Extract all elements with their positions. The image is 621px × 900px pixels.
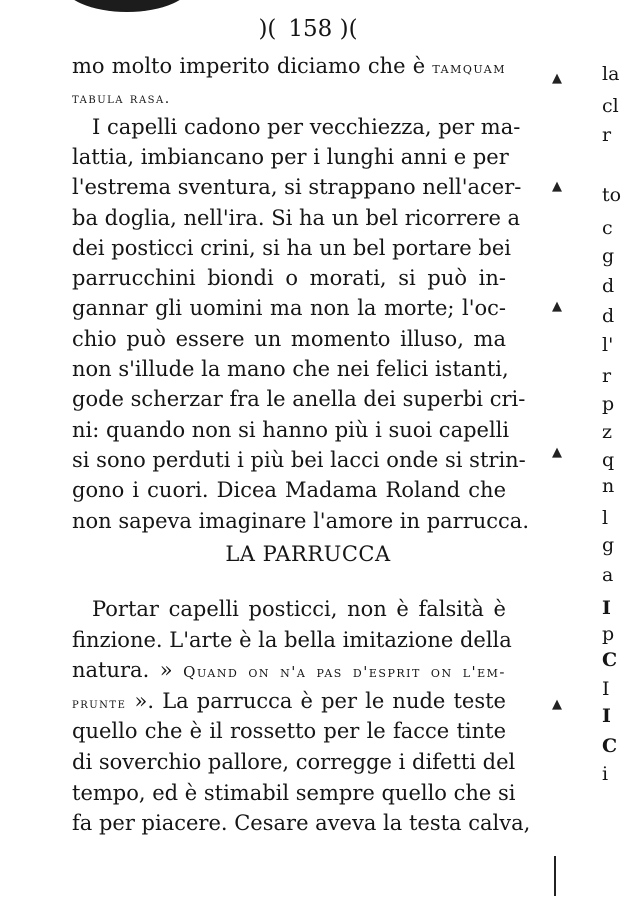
- text-line: tempo, ed è stimabil sempre quello che si: [72, 780, 516, 805]
- facing-page-fragment: p: [602, 393, 615, 415]
- facing-page-fragment: cl: [602, 95, 619, 117]
- facing-page-fragment: r: [602, 365, 612, 387]
- margin-mark: ▲: [552, 71, 562, 86]
- text-run: ». La parrucca è per le nude teste: [126, 688, 506, 713]
- text-line: [72, 52, 506, 81]
- text-line: I capelli cadono per vecchiezza, per ma-: [92, 114, 521, 139]
- small-caps-text: tamquam: [432, 59, 506, 77]
- facing-page-fragment: c: [602, 217, 613, 239]
- text-line: non sapeva imaginare l'amore in parrucca.: [72, 508, 529, 533]
- facing-page-edge: [552, 0, 621, 900]
- margin-mark: ▲: [552, 697, 562, 712]
- text-line: l'estrema sventura, si strappano nell'acer-: [72, 175, 522, 200]
- margin-mark: ▲: [552, 179, 562, 194]
- text-run: mo molto imperito diciamo che è: [72, 54, 433, 78]
- facing-page-fragment: d: [602, 275, 615, 297]
- text-line: [72, 687, 506, 716]
- header-right-ornament: )(: [339, 16, 358, 42]
- text-line: finzione. L'arte è la bella imitazione della: [72, 627, 512, 652]
- text-line: non s'illude la mano che nei felici istanti,: [72, 357, 509, 381]
- margin-mark: ▲: [552, 445, 562, 460]
- facing-page-fragment: l: [602, 507, 609, 529]
- facing-page-fragment: I: [602, 705, 611, 727]
- text-run: natura. »: [72, 658, 184, 683]
- text-line: fa per piacere. Cesare aveva la testa calva,: [72, 811, 531, 836]
- facing-page-fragment: I: [602, 597, 611, 619]
- header-left-ornament: )(: [258, 16, 277, 42]
- small-caps-text: prunte: [72, 695, 127, 712]
- facing-page-fragment: z: [602, 421, 613, 443]
- page-number-header: [0, 14, 616, 44]
- text-line: quello che è il rossetto per le facce tinte: [72, 719, 506, 744]
- small-caps-text: tabula rasa.: [72, 91, 171, 108]
- text-line: ni: quando non si hanno più i suoi capelli: [72, 417, 510, 442]
- page-number: 158: [288, 16, 333, 42]
- text-line: gode scherzar fra le anella dei superbi cri-: [72, 387, 526, 412]
- text-line: chio può essere un momento illuso, ma: [72, 326, 506, 351]
- text-line: [72, 82, 506, 111]
- facing-page-fragment: r: [602, 124, 612, 146]
- facing-page-fragment: l': [602, 334, 614, 356]
- facing-page-fragment: i: [602, 763, 609, 785]
- text-line: parrucchini biondi o morati, si può in-: [72, 266, 506, 291]
- section-heading: LA PARRUCCA: [225, 542, 391, 566]
- margin-mark: ▲: [552, 299, 562, 314]
- facing-page-fragment: p: [602, 623, 615, 645]
- text-line: gannar gli uomini ma non la morte; l'oc-: [72, 296, 506, 321]
- facing-page-fragment: C: [602, 649, 618, 671]
- text-line: si sono perduti i più bei lacci onde si strin-: [72, 447, 526, 472]
- facing-page-fragment: d: [602, 305, 615, 327]
- small-caps-text: Quand on n'a pas d'esprit on l'em-: [183, 663, 506, 682]
- margin-rule: [554, 856, 556, 896]
- facing-page-fragment: C: [602, 735, 618, 757]
- facing-page-fragment: to: [602, 184, 621, 206]
- text-line: ba doglia, nell'ira. Si ha un bel ricorrere a: [72, 205, 521, 230]
- text-line: [72, 656, 506, 685]
- facing-page-fragment: g: [602, 245, 615, 267]
- facing-page-fragment: g: [602, 534, 615, 556]
- facing-page-fragment: I: [602, 678, 610, 700]
- text-line: di soverchio pallore, corregge i difetti del: [72, 750, 516, 774]
- text-line: Portar capelli posticci, non è falsità è: [92, 597, 506, 621]
- text-line: dei posticci crini, si ha un bel portare bei: [72, 235, 511, 260]
- facing-page-fragment: la: [602, 63, 620, 85]
- facing-page-fragment: q: [602, 449, 615, 471]
- ink-blot: [62, 0, 192, 12]
- facing-page-fragment: a: [602, 564, 614, 586]
- text-line: gono i cuori. Dicea Madama Roland che: [72, 478, 506, 503]
- facing-page-fragment: n: [602, 475, 615, 497]
- text-line: lattia, imbiancano per i lunghi anni e per: [72, 144, 509, 169]
